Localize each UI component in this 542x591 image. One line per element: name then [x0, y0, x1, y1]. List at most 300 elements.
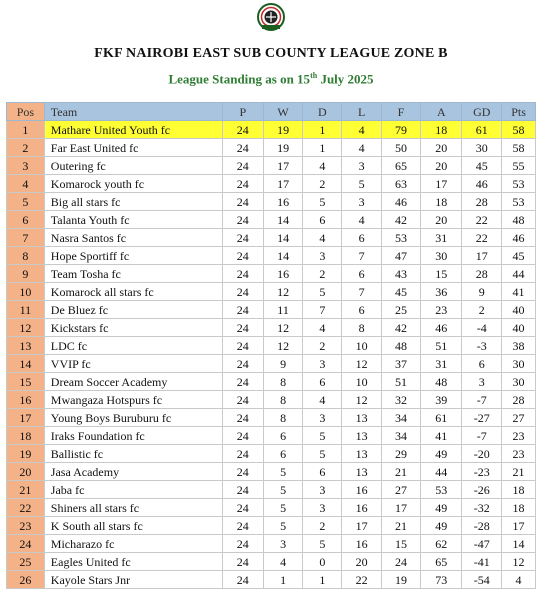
cell-goals-for: 42: [381, 211, 420, 229]
cell-lost: 16: [342, 499, 381, 517]
cell-points: 4: [502, 571, 536, 589]
subtitle-suffix: July 2025: [317, 71, 374, 87]
cell-won: 12: [263, 283, 302, 301]
col-header-pos: Pos: [7, 103, 45, 121]
cell-goal-diff: -20: [462, 445, 502, 463]
cell-points: 38: [502, 337, 536, 355]
cell-pos: 13: [7, 337, 45, 355]
cell-goals-against: 73: [421, 571, 462, 589]
cell-drawn: 4: [303, 229, 342, 247]
cell-played: 24: [222, 445, 263, 463]
cell-played: 24: [222, 499, 263, 517]
table-row: [7, 571, 536, 589]
cell-goals-against: 31: [421, 229, 462, 247]
cell-goals-for: 65: [381, 157, 420, 175]
page-title: FKF NAIROBI EAST SUB COUNTY LEAGUE ZONE B: [94, 46, 448, 61]
cell-won: 5: [263, 517, 302, 535]
table-row: [7, 265, 536, 283]
cell-points: 23: [502, 427, 536, 445]
cell-played: 24: [222, 247, 263, 265]
table-header-row: [7, 103, 536, 121]
cell-goals-against: 39: [421, 391, 462, 409]
cell-lost: 22: [342, 571, 381, 589]
cell-goals-against: 62: [421, 535, 462, 553]
cell-team: Shiners all stars fc: [44, 499, 222, 517]
cell-points: 53: [502, 193, 536, 211]
cell-won: 5: [263, 481, 302, 499]
cell-played: 24: [222, 193, 263, 211]
cell-played: 24: [222, 355, 263, 373]
cell-won: 14: [263, 229, 302, 247]
cell-goals-against: 15: [421, 265, 462, 283]
cell-goals-against: 49: [421, 445, 462, 463]
cell-team: Dream Soccer Academy: [44, 373, 222, 391]
cell-goals-for: 42: [381, 319, 420, 337]
cell-points: 18: [502, 499, 536, 517]
cell-goal-diff: -7: [462, 427, 502, 445]
cell-drawn: 3: [303, 481, 342, 499]
cell-pos: 23: [7, 517, 45, 535]
cell-goals-for: 43: [381, 265, 420, 283]
cell-points: 23: [502, 445, 536, 463]
cell-played: 24: [222, 229, 263, 247]
cell-lost: 16: [342, 481, 381, 499]
cell-goals-for: 47: [381, 247, 420, 265]
cell-won: 16: [263, 265, 302, 283]
cell-pos: 2: [7, 139, 45, 157]
page-subtitle: [0, 71, 542, 87]
cell-lost: 6: [342, 265, 381, 283]
cell-goals-against: 36: [421, 283, 462, 301]
cell-drawn: 6: [303, 211, 342, 229]
cell-drawn: 1: [303, 139, 342, 157]
cell-pos: 22: [7, 499, 45, 517]
cell-team: K South all stars fc: [44, 517, 222, 535]
cell-goals-for: 21: [381, 463, 420, 481]
cell-lost: 12: [342, 355, 381, 373]
cell-won: 17: [263, 157, 302, 175]
cell-goals-for: 79: [381, 121, 420, 139]
cell-goal-diff: 46: [462, 175, 502, 193]
cell-team: Eagles United fc: [44, 553, 222, 571]
cell-won: 11: [263, 301, 302, 319]
cell-goals-against: 49: [421, 499, 462, 517]
cell-goals-against: 51: [421, 337, 462, 355]
cell-played: 24: [222, 373, 263, 391]
cell-played: 24: [222, 535, 263, 553]
cell-team: Hope Sportiff fc: [44, 247, 222, 265]
table-row: [7, 211, 536, 229]
cell-team: Nasra Santos fc: [44, 229, 222, 247]
cell-goals-for: 29: [381, 445, 420, 463]
cell-won: 19: [263, 121, 302, 139]
cell-played: 24: [222, 139, 263, 157]
table-row: [7, 175, 536, 193]
table-row: [7, 517, 536, 535]
cell-lost: 3: [342, 193, 381, 211]
cell-pos: 12: [7, 319, 45, 337]
cell-won: 4: [263, 553, 302, 571]
cell-won: 14: [263, 211, 302, 229]
cell-goals-for: 48: [381, 337, 420, 355]
cell-played: 24: [222, 319, 263, 337]
cell-team: VVIP fc: [44, 355, 222, 373]
cell-team: Big all stars fc: [44, 193, 222, 211]
subtitle-prefix: League Standing as on 15: [168, 71, 311, 87]
cell-won: 5: [263, 463, 302, 481]
cell-goal-diff: 61: [462, 121, 502, 139]
cell-pos: 24: [7, 535, 45, 553]
fkf-logo: [256, 3, 286, 31]
cell-lost: 4: [342, 211, 381, 229]
cell-pos: 6: [7, 211, 45, 229]
cell-pos: 3: [7, 157, 45, 175]
cell-lost: 4: [342, 139, 381, 157]
cell-points: 58: [502, 121, 536, 139]
table-row: [7, 409, 536, 427]
cell-goals-for: 34: [381, 409, 420, 427]
cell-points: 40: [502, 301, 536, 319]
cell-goal-diff: -3: [462, 337, 502, 355]
cell-drawn: 4: [303, 391, 342, 409]
cell-drawn: 2: [303, 175, 342, 193]
cell-played: 24: [222, 427, 263, 445]
table-row: [7, 337, 536, 355]
cell-lost: 13: [342, 445, 381, 463]
cell-points: 48: [502, 211, 536, 229]
standings-body: [7, 121, 536, 589]
cell-played: 24: [222, 571, 263, 589]
cell-goals-for: 19: [381, 571, 420, 589]
cell-goals-for: 25: [381, 301, 420, 319]
cell-played: 24: [222, 553, 263, 571]
cell-drawn: 3: [303, 355, 342, 373]
cell-won: 1: [263, 571, 302, 589]
cell-goal-diff: 22: [462, 229, 502, 247]
cell-played: 24: [222, 391, 263, 409]
cell-lost: 12: [342, 391, 381, 409]
cell-won: 9: [263, 355, 302, 373]
table-row: [7, 283, 536, 301]
cell-pos: 15: [7, 373, 45, 391]
cell-pos: 4: [7, 175, 45, 193]
cell-drawn: 2: [303, 337, 342, 355]
cell-pos: 21: [7, 481, 45, 499]
table-row: [7, 247, 536, 265]
cell-goals-against: 20: [421, 139, 462, 157]
table-row: [7, 427, 536, 445]
cell-team: LDC fc: [44, 337, 222, 355]
cell-points: 41: [502, 283, 536, 301]
cell-drawn: 0: [303, 553, 342, 571]
table-row: [7, 535, 536, 553]
cell-drawn: 2: [303, 517, 342, 535]
cell-team: Ballistic fc: [44, 445, 222, 463]
cell-points: 18: [502, 481, 536, 499]
cell-team: Micharazo fc: [44, 535, 222, 553]
cell-drawn: 3: [303, 499, 342, 517]
cell-points: 53: [502, 175, 536, 193]
cell-pos: 1: [7, 121, 45, 139]
cell-goal-diff: -32: [462, 499, 502, 517]
table-row: [7, 121, 536, 139]
cell-pos: 16: [7, 391, 45, 409]
cell-goal-diff: -7: [462, 391, 502, 409]
cell-goal-diff: 2: [462, 301, 502, 319]
cell-pos: 11: [7, 301, 45, 319]
cell-lost: 3: [342, 157, 381, 175]
cell-won: 14: [263, 247, 302, 265]
cell-goal-diff: -47: [462, 535, 502, 553]
standings-table: [6, 102, 536, 589]
cell-goals-against: 20: [421, 157, 462, 175]
cell-pos: 25: [7, 553, 45, 571]
cell-drawn: 5: [303, 283, 342, 301]
cell-goal-diff: 45: [462, 157, 502, 175]
col-header-gd: GD: [462, 103, 502, 121]
cell-pos: 8: [7, 247, 45, 265]
cell-pos: 20: [7, 463, 45, 481]
cell-goal-diff: 9: [462, 283, 502, 301]
cell-team: Komarock youth fc: [44, 175, 222, 193]
cell-goal-diff: 3: [462, 373, 502, 391]
cell-goals-against: 18: [421, 193, 462, 211]
cell-drawn: 3: [303, 409, 342, 427]
cell-played: 24: [222, 211, 263, 229]
cell-points: 46: [502, 229, 536, 247]
cell-lost: 13: [342, 463, 381, 481]
cell-lost: 16: [342, 535, 381, 553]
cell-played: 24: [222, 337, 263, 355]
cell-drawn: 5: [303, 445, 342, 463]
cell-drawn: 5: [303, 535, 342, 553]
cell-goal-diff: -41: [462, 553, 502, 571]
cell-team: Jaba fc: [44, 481, 222, 499]
cell-drawn: 5: [303, 427, 342, 445]
cell-goals-against: 23: [421, 301, 462, 319]
cell-lost: 8: [342, 319, 381, 337]
cell-lost: 5: [342, 175, 381, 193]
table-row: [7, 553, 536, 571]
cell-drawn: 6: [303, 463, 342, 481]
cell-team: Young Boys Buruburu fc: [44, 409, 222, 427]
cell-played: 24: [222, 301, 263, 319]
cell-points: 30: [502, 355, 536, 373]
cell-won: 8: [263, 373, 302, 391]
cell-goal-diff: 28: [462, 265, 502, 283]
col-header-pts: Pts: [502, 103, 536, 121]
cell-goals-for: 21: [381, 517, 420, 535]
cell-goals-against: 44: [421, 463, 462, 481]
table-row: [7, 157, 536, 175]
cell-goals-for: 51: [381, 373, 420, 391]
cell-goals-for: 17: [381, 499, 420, 517]
cell-goals-for: 53: [381, 229, 420, 247]
cell-pos: 19: [7, 445, 45, 463]
cell-points: 27: [502, 409, 536, 427]
cell-goals-for: 27: [381, 481, 420, 499]
cell-team: Talanta Youth fc: [44, 211, 222, 229]
cell-points: 44: [502, 265, 536, 283]
cell-played: 24: [222, 157, 263, 175]
cell-played: 24: [222, 283, 263, 301]
cell-won: 19: [263, 139, 302, 157]
cell-goals-for: 50: [381, 139, 420, 157]
cell-goals-against: 18: [421, 121, 462, 139]
cell-pos: 18: [7, 427, 45, 445]
table-row: [7, 193, 536, 211]
cell-points: 30: [502, 373, 536, 391]
cell-points: 45: [502, 247, 536, 265]
cell-goal-diff: -23: [462, 463, 502, 481]
cell-lost: 6: [342, 301, 381, 319]
cell-goals-against: 41: [421, 427, 462, 445]
cell-pos: 14: [7, 355, 45, 373]
cell-points: 55: [502, 157, 536, 175]
subtitle-sup: th: [310, 71, 318, 80]
col-header-team: Team: [44, 103, 222, 121]
cell-lost: 10: [342, 373, 381, 391]
cell-lost: 17: [342, 517, 381, 535]
cell-points: 21: [502, 463, 536, 481]
cell-drawn: 5: [303, 193, 342, 211]
col-header-f: F: [381, 103, 420, 121]
cell-team: Kickstars fc: [44, 319, 222, 337]
cell-lost: 10: [342, 337, 381, 355]
cell-team: Jasa Academy: [44, 463, 222, 481]
cell-goals-against: 53: [421, 481, 462, 499]
cell-goal-diff: -26: [462, 481, 502, 499]
cell-goals-for: 15: [381, 535, 420, 553]
cell-goals-for: 45: [381, 283, 420, 301]
cell-lost: 6: [342, 229, 381, 247]
cell-goals-for: 24: [381, 553, 420, 571]
cell-goal-diff: 17: [462, 247, 502, 265]
cell-played: 24: [222, 481, 263, 499]
col-header-a: A: [421, 103, 462, 121]
table-row: [7, 319, 536, 337]
cell-drawn: 4: [303, 319, 342, 337]
cell-goal-diff: -4: [462, 319, 502, 337]
cell-drawn: 4: [303, 157, 342, 175]
cell-points: 17: [502, 517, 536, 535]
cell-team: Komarock all stars fc: [44, 283, 222, 301]
cell-team: Far East United fc: [44, 139, 222, 157]
cell-drawn: 2: [303, 265, 342, 283]
cell-won: 8: [263, 391, 302, 409]
cell-team: De Bluez fc: [44, 301, 222, 319]
cell-won: 5: [263, 499, 302, 517]
cell-team: Kayole Stars Jnr: [44, 571, 222, 589]
cell-points: 28: [502, 391, 536, 409]
cell-lost: 7: [342, 247, 381, 265]
cell-pos: 7: [7, 229, 45, 247]
col-header-w: W: [263, 103, 302, 121]
table-row: [7, 139, 536, 157]
cell-points: 58: [502, 139, 536, 157]
cell-lost: 20: [342, 553, 381, 571]
cell-drawn: 6: [303, 373, 342, 391]
cell-played: 24: [222, 265, 263, 283]
table-row: [7, 499, 536, 517]
cell-played: 24: [222, 121, 263, 139]
cell-lost: 7: [342, 283, 381, 301]
cell-pos: 26: [7, 571, 45, 589]
cell-goal-diff: 22: [462, 211, 502, 229]
col-header-d: D: [303, 103, 342, 121]
cell-drawn: 7: [303, 301, 342, 319]
cell-drawn: 3: [303, 247, 342, 265]
cell-lost: 13: [342, 427, 381, 445]
col-header-l: L: [342, 103, 381, 121]
cell-goals-against: 61: [421, 409, 462, 427]
cell-points: 14: [502, 535, 536, 553]
cell-won: 12: [263, 337, 302, 355]
cell-goals-against: 20: [421, 211, 462, 229]
cell-goals-for: 37: [381, 355, 420, 373]
cell-team: Team Tosha fc: [44, 265, 222, 283]
cell-team: Iraks Foundation fc: [44, 427, 222, 445]
cell-team: Outering fc: [44, 157, 222, 175]
cell-goals-for: 32: [381, 391, 420, 409]
cell-played: 24: [222, 463, 263, 481]
cell-drawn: 1: [303, 571, 342, 589]
cell-pos: 5: [7, 193, 45, 211]
cell-goal-diff: -54: [462, 571, 502, 589]
cell-won: 3: [263, 535, 302, 553]
cell-goals-for: 46: [381, 193, 420, 211]
cell-played: 24: [222, 175, 263, 193]
col-header-p: P: [222, 103, 263, 121]
cell-goal-diff: 30: [462, 139, 502, 157]
cell-won: 6: [263, 445, 302, 463]
cell-team: Mathare United Youth fc: [44, 121, 222, 139]
table-row: [7, 355, 536, 373]
cell-goal-diff: -27: [462, 409, 502, 427]
table-row: [7, 481, 536, 499]
cell-goals-against: 48: [421, 373, 462, 391]
cell-drawn: 1: [303, 121, 342, 139]
cell-goal-diff: 28: [462, 193, 502, 211]
cell-won: 16: [263, 193, 302, 211]
cell-team: Mwangaza Hotspurs fc: [44, 391, 222, 409]
cell-points: 12: [502, 553, 536, 571]
cell-played: 24: [222, 409, 263, 427]
cell-won: 6: [263, 427, 302, 445]
cell-goals-against: 17: [421, 175, 462, 193]
cell-lost: 4: [342, 121, 381, 139]
cell-pos: 17: [7, 409, 45, 427]
cell-goals-against: 49: [421, 517, 462, 535]
cell-goal-diff: 6: [462, 355, 502, 373]
cell-pos: 10: [7, 283, 45, 301]
cell-goals-for: 34: [381, 427, 420, 445]
cell-points: 40: [502, 319, 536, 337]
cell-lost: 13: [342, 409, 381, 427]
table-row: [7, 391, 536, 409]
table-row: [7, 445, 536, 463]
cell-won: 12: [263, 319, 302, 337]
cell-pos: 9: [7, 265, 45, 283]
table-row: [7, 463, 536, 481]
cell-goal-diff: -28: [462, 517, 502, 535]
table-row: [7, 301, 536, 319]
cell-played: 24: [222, 517, 263, 535]
cell-won: 17: [263, 175, 302, 193]
cell-won: 8: [263, 409, 302, 427]
cell-goals-against: 46: [421, 319, 462, 337]
cell-goals-against: 65: [421, 553, 462, 571]
